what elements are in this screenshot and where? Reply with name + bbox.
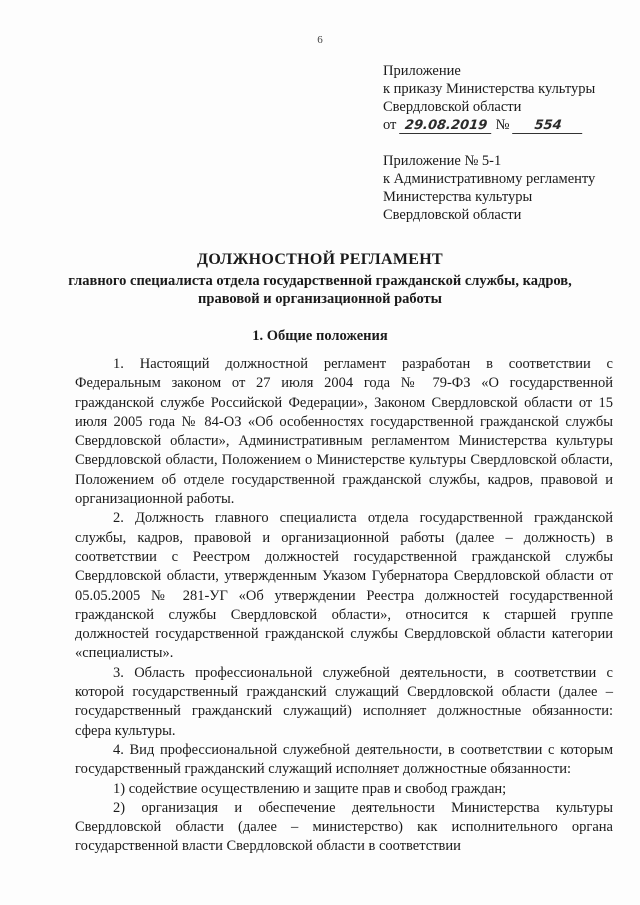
paragraph: 2) организация и обеспечение деятельности Министерства культуры Свердловской области (далее – министерство) как исполнительного органа государственной власти Свердловской области в соответствии xyxy=(75,799,613,855)
annex-region: Свердловской области xyxy=(383,99,522,115)
annex-regulation-block xyxy=(383,152,623,224)
annex2-region: Свердловской области xyxy=(383,207,522,223)
paragraph: 2. Должность главного специалиста отдела государственной гражданской службы, кадров, правовой и организационной работы (далее – должность) в соответствии с Реестром должностей государственной гражданской службы Свердловской области, утвержденным Указом Губернатора Свердловской области от 05.05.2005 № 281-УГ «Об утверждении Реестра должностей государственной гражданской службы Свердловской области», относится к старшей группе должностей государственной гражданской службы Свердловской области категории «специалисты». xyxy=(75,510,613,662)
handwritten-number: 554 xyxy=(512,118,584,134)
page-number: 6 xyxy=(317,34,323,46)
paragraph: 1) содействие осуществлению и защите прав и свобод граждан; xyxy=(113,780,507,797)
annex-label: Приложение xyxy=(383,63,461,79)
document-body xyxy=(75,355,613,857)
paragraph: 3. Область профессиональной служебной деятельности, в соответствии с которой государственный гражданский служащий Свердловской области (далее – государственный гражданский служащий) исполняет должностные обязанности: сфера культуры. xyxy=(75,664,613,739)
subtitle-line-1: главного специалиста отдела государственной гражданской службы, кадров, xyxy=(68,273,572,289)
subtitle-line-2: правовой и организационной работы xyxy=(198,291,442,307)
annex-date-line xyxy=(383,116,623,134)
annex2-ministry: Министерства культуры xyxy=(383,189,533,205)
section-heading: 1. Общие положения xyxy=(252,328,388,344)
document-subtitle xyxy=(60,272,580,308)
annex2-regulation-ref: к Административному регламенту xyxy=(383,171,596,187)
annex-order-ref: к приказу Министерства культуры xyxy=(383,81,596,97)
annex2-label: Приложение № 5-1 xyxy=(383,153,502,169)
paragraph: 4. Вид профессиональной служебной деятельности, в соответствии с которым государственный гражданский служащий исполняет должностные обязанности: xyxy=(75,741,613,778)
handwritten-date: 29.08.2019 xyxy=(399,118,493,134)
from-label: от xyxy=(383,117,397,133)
number-label: № xyxy=(495,117,510,133)
document-title: ДОЛЖНОСТНОЙ РЕГЛАМЕНТ xyxy=(197,251,443,268)
annex-order-block xyxy=(383,62,623,134)
paragraph: 1. Настоящий должностной регламент разработан в соответствии с Федеральным законом от 27 июля 2004 года № 79-ФЗ «О государственной гражданской службе Российской Федерации», Законом Свердловской области от 15 июля 2005 года № 84-ОЗ «Об особенностях государственной гражданской службы Свердловской области», Административным регламентом Министерства культуры Свердловской области, Положением о Министерстве культуры Свердловской области, Положением об отделе государственной гражданской службы, кадров, правовой и организационной работы. xyxy=(75,356,613,508)
